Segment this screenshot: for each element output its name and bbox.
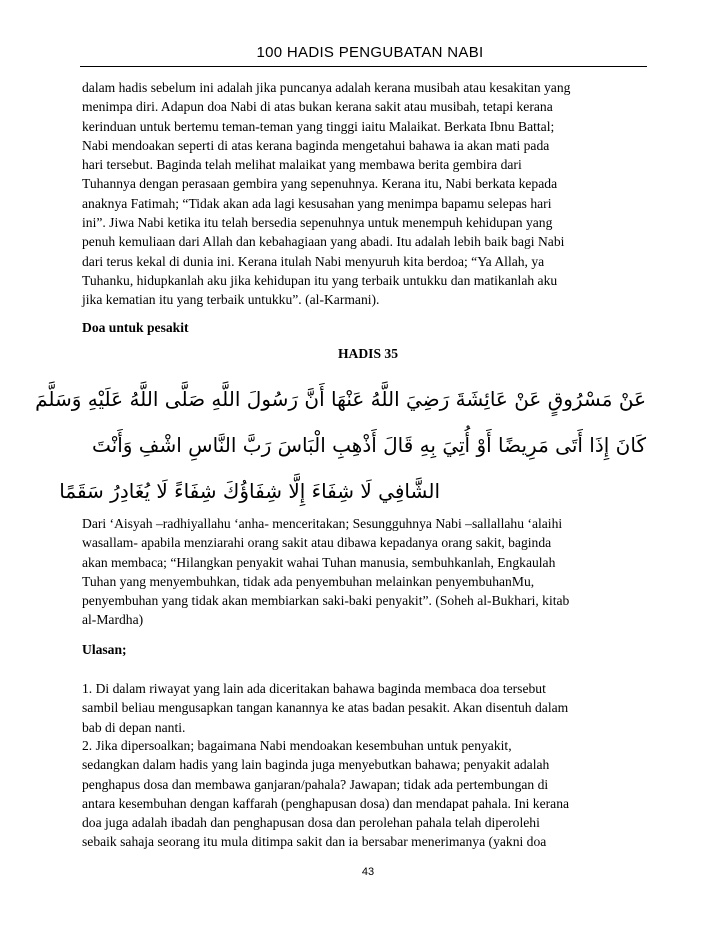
text-line: dalam hadis sebelum ini adalah jika puncanya adalah kerana musibah atau kesakitan yang — [82, 80, 571, 95]
text-line: akan membaca; “Hilangkan penyakit wahai Tuhan manusia, sembuhkanlah, Engkaulah — [82, 554, 556, 570]
header-rule — [80, 66, 647, 67]
text-line: menimpa diri. Adapun doa Nabi di atas bukan kerana sakit atau musibah, tetapi kerana — [82, 99, 553, 115]
translation-paragraph — [82, 514, 654, 630]
intro-paragraph — [82, 78, 654, 310]
text-line: bab di depan nanti. — [82, 719, 186, 735]
text-line: al-Mardha) — [82, 612, 144, 628]
text-line: sambil beliau mengusapkan tangan kanannya ke atas badan pesakit. Akan disentuh dalam — [82, 700, 569, 716]
section-heading: Doa untuk pesakit — [82, 320, 189, 335]
text-line: hari tersebut. Baginda telah melihat malaikat yang membawa berita gembira dari — [82, 157, 522, 173]
text-line: 1. Di dalam riwayat yang lain ada diceritakan bahawa baginda membaca doa tersebut — [82, 681, 546, 696]
text-line: antara kesembuhan dengan kaffarah (penghapusan dosa) dan mendapat pahala. Ini kerana — [82, 795, 570, 811]
text-line: Tuhannya dengan perasaan gembira yang sepenuhnya. Kerana itu, Nabi berkata kepada — [82, 176, 558, 192]
text-line: Nabi mendoakan seperti di atas kerana baginda mengetahui bahawa ia akan mati pada — [82, 137, 550, 153]
text-line: 2. Jika dipersoalkan; bagaimana Nabi mendoakan kesembuhan untuk penyakit, — [82, 738, 512, 753]
page-number: 43 — [361, 866, 375, 878]
text-line: wasallam- apabila menziarahi orang sakit atau dibawa kepadanya orang sakit, baginda — [82, 535, 552, 551]
text-line: sedangkan dalam hadis yang lain baginda juga menyebutkan bahawa; penyakit adalah — [82, 757, 550, 773]
text-line: jika kematian itu yang terbaik untukku”. (al-Karmani). — [82, 292, 380, 308]
arabic-line-3: الشَّافِي لَا شِفَاءَ إِلَّا شِفَاؤُكَ شِفَاءً لَا يُغَادِرُ سَقَمًا — [59, 479, 440, 503]
ulasan-heading: Ulasan; — [82, 642, 127, 657]
text-line: dari terus kekal di dunia ini. Kerana itulah Nabi menyuruh kita berdoa; “Ya Allah, ya — [82, 253, 545, 269]
text-line: Tuhan yang menyembuhkan, tidak ada penyembuhan melainkan penyembuhanMu, — [82, 573, 535, 589]
arabic-line-2: كَانَ إِذَا أَتَى مَرِيضًا أَوْ أُتِيَ بِهِ قَالَ أَذْهِبِ الْبَاسَ رَبَّ النَّاسِ اشْفِ وَأَنْتَ — [92, 433, 646, 457]
arabic-line-1: عَنْ مَسْرُوقٍ عَنْ عَائِشَةَ رَضِيَ اللَّهُ عَنْهَا أَنَّ رَسُولَ اللَّهِ صَلَّى اللَّهُ عَلَيْهِ وَسَلَّمَ — [35, 387, 646, 411]
text-line: penuh kemuliaan dari Allah dan kebahagiaan yang abadi. Itu adalah lebih baik bagi Nabi — [82, 234, 565, 250]
hadis-title: HADIS 35 — [337, 346, 399, 361]
page-header: 100 HADIS PENGUBATAN NABI — [256, 44, 484, 61]
text-line: kerinduan untuk bertemu teman-teman yang tinggi iaitu Malaikat. Berkata Ibnu Battal; — [82, 118, 555, 134]
point-1-paragraph — [82, 679, 654, 737]
text-line: ini”. Jiwa Nabi ketika itu telah bersedia sepenuhnya untuk menempuh kehidupan yang — [82, 215, 553, 231]
text-line: doa juga adalah ibadah dan penghapusan dosa dan perolehan pahala telah diperolehi — [82, 815, 540, 831]
point-2-paragraph — [82, 736, 654, 852]
text-line: Tuhanku, hidupkanlah aku jika kehidupan itu yang terbaik untukku dan matikanlah aku — [82, 272, 558, 288]
text-line: Dari ‘Aisyah –radhiyallahu ‘anha- menceritakan; Sesungguhnya Nabi –sallallahu ‘alaihi — [82, 516, 563, 531]
text-line: anaknya Fatimah; “Tidak akan ada lagi kesusahan yang menimpa bapamu selepas hari — [82, 195, 552, 211]
text-line: penghapus dosa dan membawa ganjaran/pahala? Jawapan; tidak ada pertembungan di — [82, 776, 549, 792]
text-line: sebaik sahaja seorang itu mula ditimpa sakit dan ia bersabar menerimanya (yakni doa — [82, 834, 547, 850]
text-line: penyembuhan yang tidak akan membiarkan saki-baki penyakit”. (Soheh al-Bukhari, kitab — [82, 593, 570, 609]
